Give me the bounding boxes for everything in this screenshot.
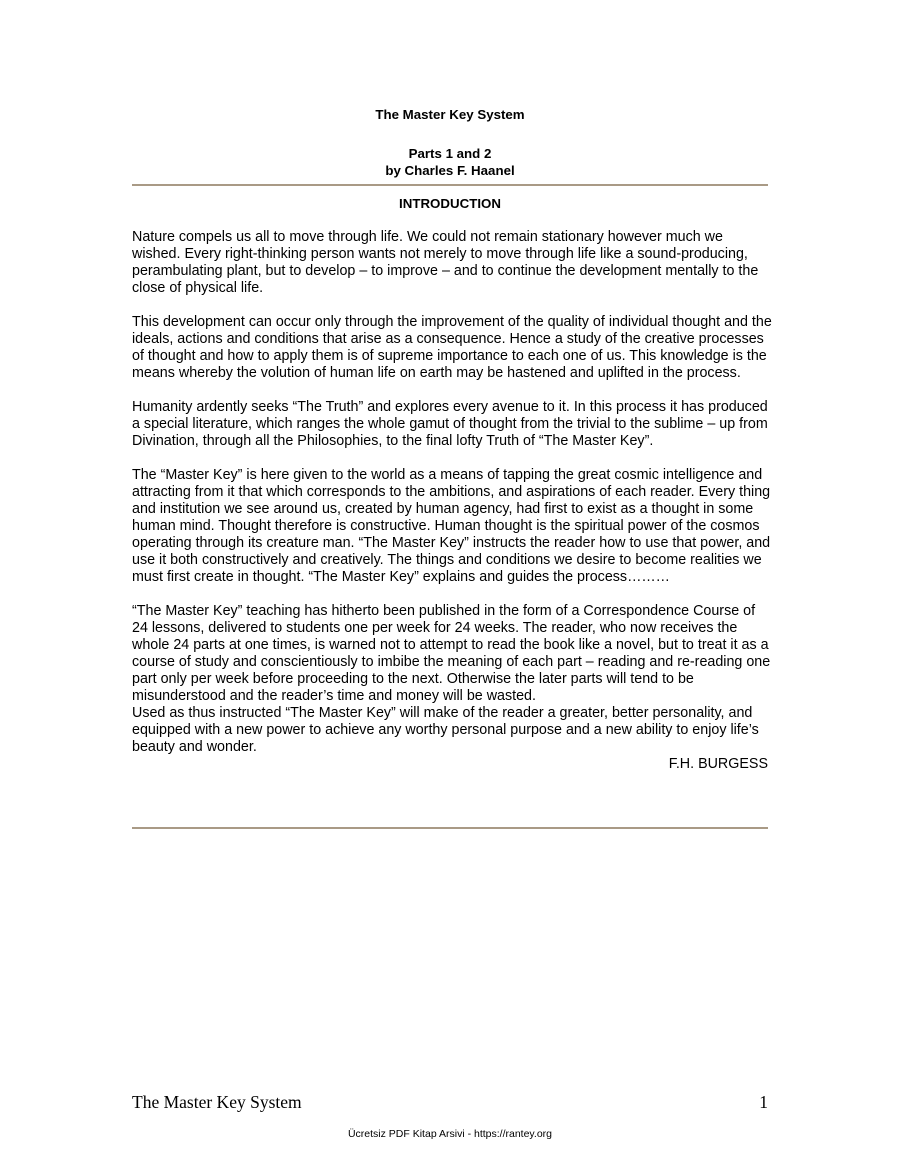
section-heading: INTRODUCTION (399, 196, 501, 211)
footer-title: The Master Key System (132, 1092, 302, 1112)
paragraph-1: Nature compels us all to move through life. We could not remain stationary however much we wished. Every right-thinking person wants not merely to move through life like a sound-producing, perambulating plant, but to develop – to improve – and to continue the development mentally to the close of physical life. (132, 229, 759, 296)
introduction-body (132, 229, 772, 790)
paragraph-3: Humanity ardently seeks “The Truth” and explores every avenue to it. In this process it has produced a special literature, which ranges the whole gamut of thought from the trivial to the sublime – up from Divination, through all the Philosophies, to the final lofty Truth of “The Master Key”. (132, 399, 768, 449)
author-line: by Charles F. Haanel (385, 163, 515, 178)
signature: F.H. BURGESS (668, 756, 768, 772)
page-number: 1 (759, 1092, 768, 1112)
header-divider (132, 184, 768, 186)
paragraph-6: Used as thus instructed “The Master Key” will make of the reader a greater, better personality, and equipped with a new power to achieve any worthy personal purpose and a new ability to enjoy life’s beauty and wonder. (132, 705, 759, 755)
paragraph-4: The “Master Key” is here given to the world as a means of tapping the great cosmic intelligence and attracting from it that which corresponds to the ambitions, and aspirations of each reader. Every thing and institution we see around us, created by human agency, had first to exist as a thought in some human mind. Thought therefore is constructive. Human thought is the spiritual power of the cosmos operating through its creature man. “The Master Key” instructs the reader how to use that power, and use it both constructively and creatively. The things and conditions we desire to become realities we must first create in thought. “The Master Key” explains and guides the process……… (132, 467, 771, 585)
parts-subtitle: Parts 1 and 2 (408, 146, 492, 161)
paragraph-5: “The Master Key” teaching has hitherto been published in the form of a Correspondence Course of 24 lessons, delivered to students one per week for 24 weeks. The reader, who now receives the whole 24 parts at one times, is warned not to attempt to read the book like a novel, but to treat it as a course of study and conscientiously to imbibe the meaning of each part – reading and re-reading one part only per week before proceeding to the next. Otherwise the later parts will tend to be misunderstood and the reader’s time and money will be wasted. (132, 603, 771, 704)
footer-divider (132, 827, 768, 829)
paragraph-2: This development can occur only through the improvement of the quality of individual thought and the ideals, actions and conditions that arise as a consequence. Hence a study of the creative processes of thought and how to apply them is of supreme importance to each one of us. This knowledge is the means whereby the volution of human life on earth may be hastened and uplifted in the process. (132, 314, 772, 381)
document-title: The Master Key System (375, 107, 525, 122)
source-link[interactable]: Ücretsiz PDF Kitap Arsivi - https://rantey.org (347, 1128, 553, 1140)
